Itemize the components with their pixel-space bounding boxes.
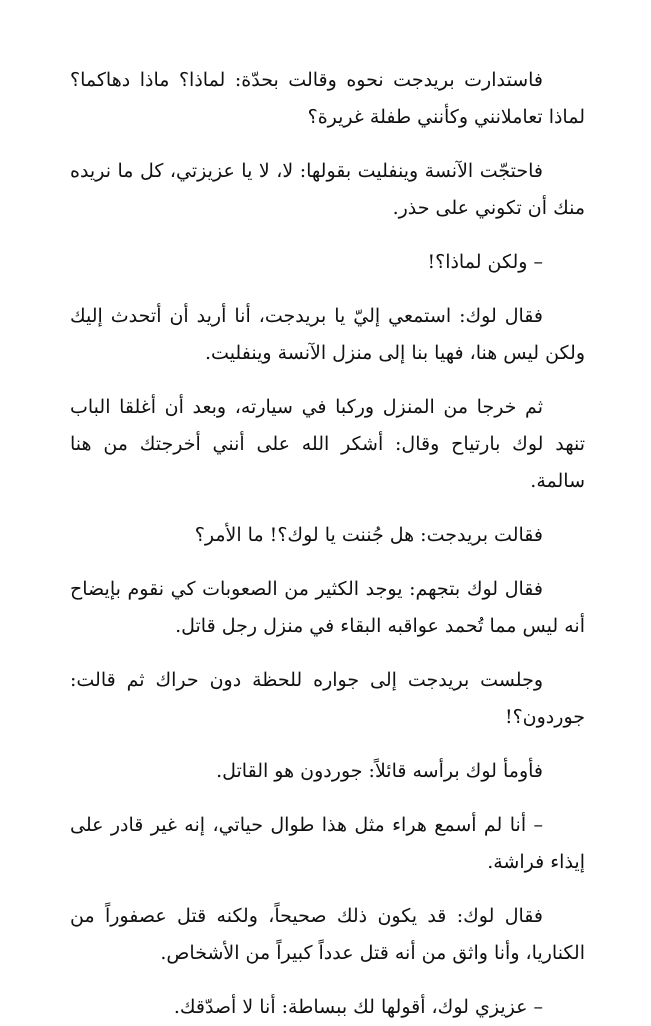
paragraph-2: فاحتجّت الآنسة وينفليت بقولها: لا، لا يا عزيزتي، كل ما نريده منك أن تكوني على حذر. [70,160,585,219]
paragraph-7: فقال لوك بتجهم: يوجد الكثير من الصعوبات كي نقوم بإيضاح أنه ليس مما تُحمد عواقبه البقاء في منزل رجل قاتل. [70,578,585,637]
paragraph-1: فاستدارت بريدجت نحوه وقالت بحدّة: لماذا؟ ماذا دهاكما؟ لماذا تعاملانني وكأنني طفلة غريرة؟ [70,69,585,128]
paragraph-5: ثم خرجا من المنزل وركبا في سيارته، وبعد أن أغلقا الباب تنهد لوك بارتياح وقال: أشكر الله على أنني أخرجتك من هنا سالمة. [70,396,585,492]
paragraph-6: فقالت بريدجت: هل جُننت يا لوك؟! ما الأمر؟ [194,524,543,546]
paragraph-12: – عزيزي لوك، أقولها لك ببساطة: أنا لا أصدّقك. [173,996,543,1018]
paragraph-4: فقال لوك: استمعي إليّ يا بريدجت، أنا أريد أن أتحدث إليك ولكن ليس هنا، فهيا بنا إلى منزل الآنسة وينفليت. [70,305,585,364]
paragraph-11: فقال لوك: قد يكون ذلك صحيحاً، ولكنه قتل عصفوراً من الكناريا، وأنا واثق من أنه قتل عدداً كبيراً من الأشخاص. [70,905,585,964]
paragraph-3: – ولكن لماذا؟! [427,251,543,273]
paragraph-8: وجلست بريدجت إلى جواره للحظة دون حراك ثم قالت: جوردون؟! [70,669,585,728]
paragraph-9: فأومأ لوك برأسه قائلاً: جوردون هو القاتل. [216,760,543,782]
paragraph-10: – أنا لم أسمع هراء مثل هذا طوال حياتي، إنه غير قادر على إيذاء فراشة. [70,814,585,873]
